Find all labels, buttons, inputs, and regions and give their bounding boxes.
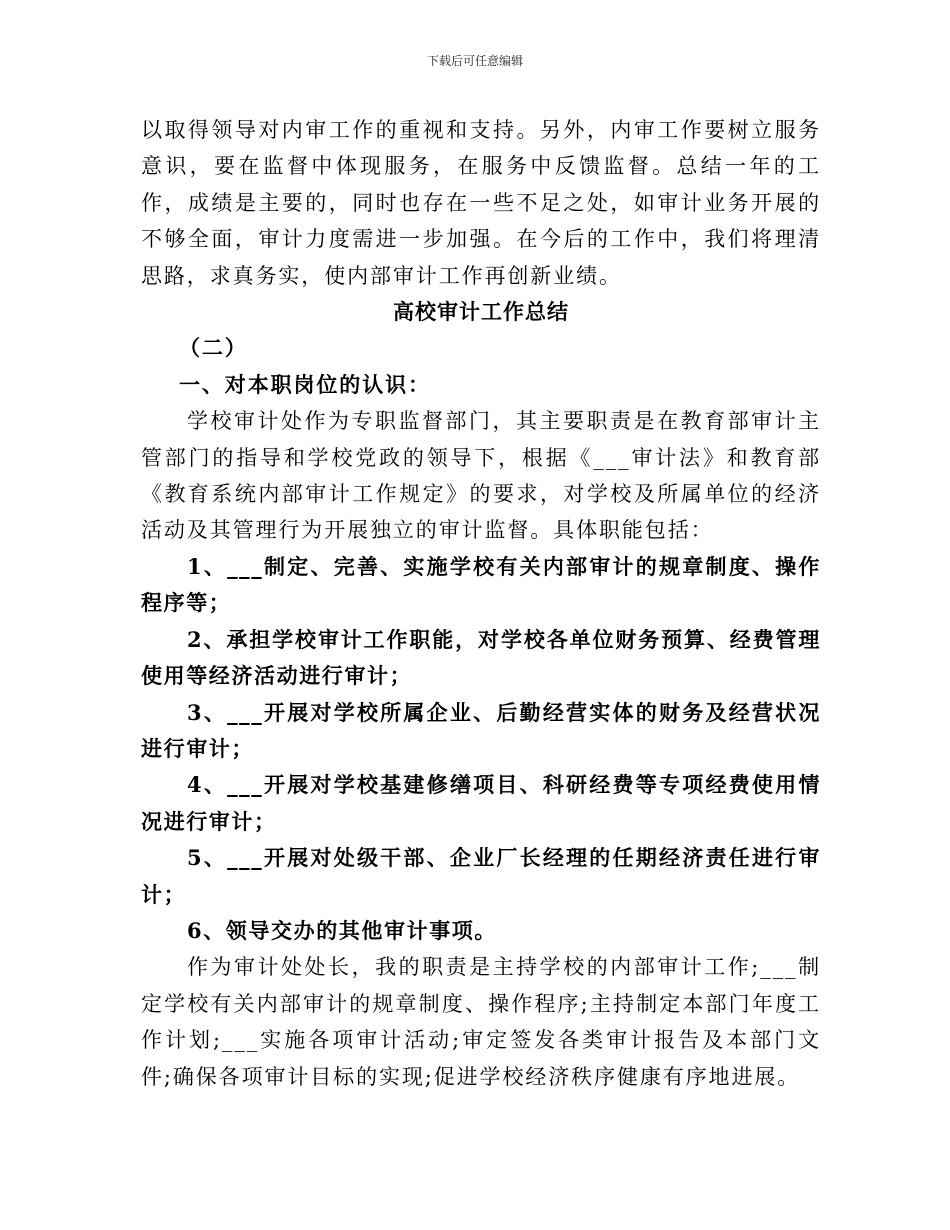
section1-heading: 一、对本职岗位的认识：	[179, 371, 431, 397]
closing-paragraph: 作为审计处处长，我的职责是主持学校的内部审计工作;___制定学校有关内部审计的规章制度、操作程序;主持制定本部门年度工作计划;___实施各项审计活动;审定签发各类审计报告及本部门文件;确保各项审计目标的实现;促进学校经济秩序健康有序地进展。	[141, 955, 821, 1089]
duty-item-6: 6、领导交办的其他审计事项。	[187, 917, 498, 943]
duty-item-4: 4、___开展对学校基建修缮项目、科研经费等专项经费使用情况进行审计；	[141, 772, 821, 834]
duty-item-3: 3、___开展对学校所属企业、后勤经营实体的财务及经营状况进行审计；	[141, 699, 821, 761]
document-subtitle: （二）	[179, 335, 248, 361]
document-body	[141, 112, 821, 1095]
duty-item-1: 1、___制定、完善、实施学校有关内部审计的规章制度、操作程序等；	[141, 553, 821, 616]
document-title: 高校审计工作总结	[393, 299, 569, 325]
duty-item-5: 5、___开展对处级干部、企业厂长经理的任期经济责任进行审计；	[141, 845, 821, 907]
duty-item-2: 2、承担学校审计工作职能，对学校各单位财务预算、经费管理使用等经济活动进行审计；	[141, 626, 821, 689]
section1-paragraph: 学校审计处作为专职监督部门，其主要职责是在教育部审计主管部门的指导和学校党政的领导下，根据《___审计法》和教育部《教育系统内部审计工作规定》的要求，对学校及所属单位的经济活动及其管理行为开展独立的审计监督。具体职能包括：	[141, 409, 821, 543]
intro-paragraph: 以取得领导对内审工作的重视和支持。另外，内审工作要树立服务意识，要在监督中体现服务，在服务中反馈监督。总结一年的工作，成绩是主要的，同时也存在一些不足之处，如审计业务开展的不够全面，审计力度需进一步加强。在今后的工作中，我们将理清思路，求真务实，使内部审计工作再创新业绩。	[141, 118, 821, 288]
page-header-note: 下载后可任意编辑	[426, 54, 523, 68]
